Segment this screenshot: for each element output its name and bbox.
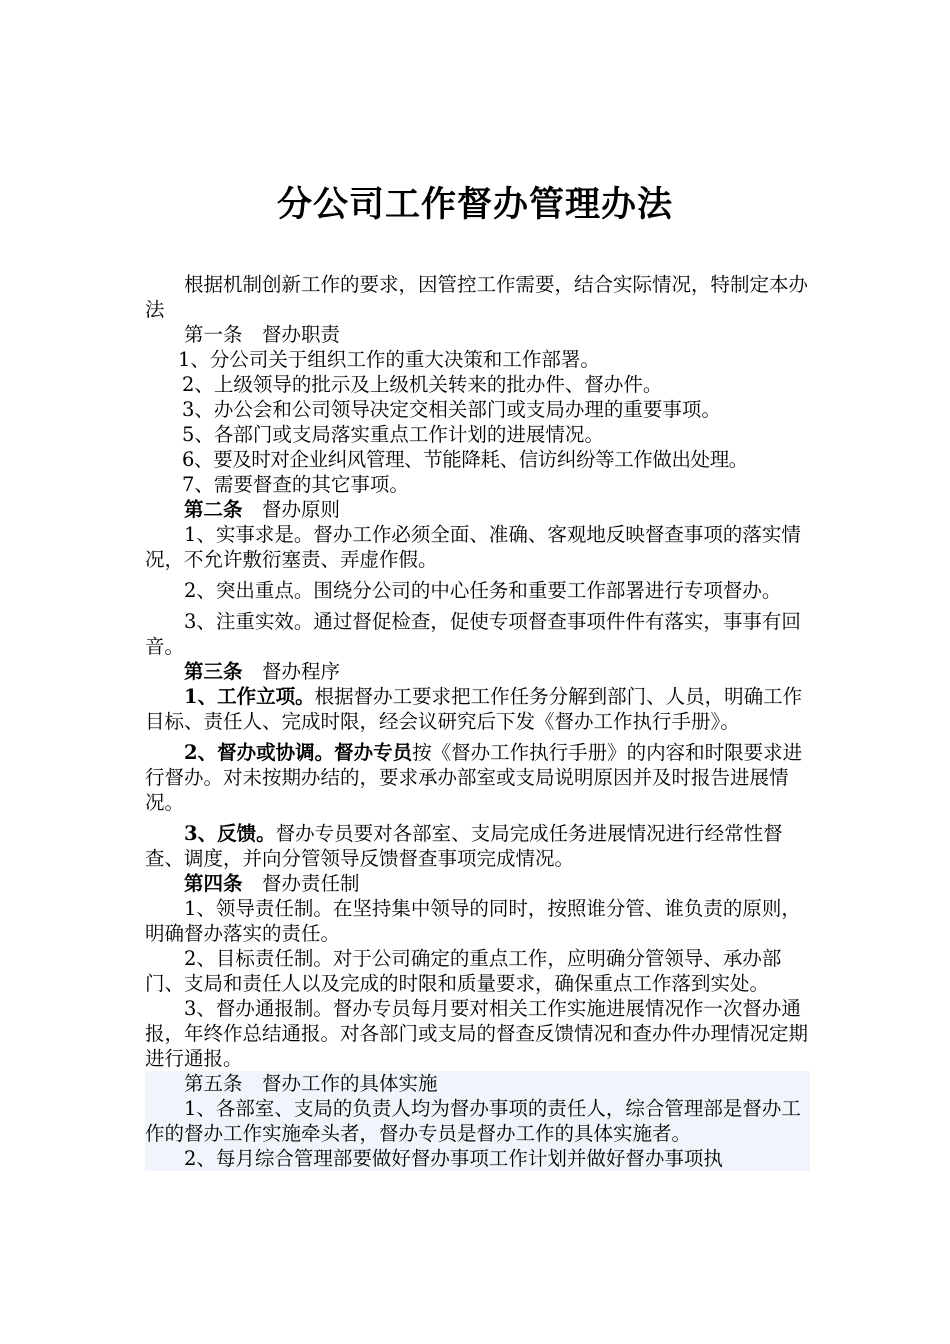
article-4-item: 2、目标责任制。对于公司确定的重点工作，应明确分管领导、承办部门、支局和责任人以及完成的时限和质量要求，确保重点工作落到实处。 bbox=[145, 947, 782, 995]
article-3-item-lead: 3、反馈。 bbox=[184, 822, 276, 845]
article-3-item-lead: 1、工作立项。 bbox=[184, 685, 315, 708]
article-5-heading: 第五条 督办工作的具体实施 bbox=[184, 1072, 438, 1095]
article-2-heading-number: 第二条 bbox=[184, 498, 243, 521]
article-2-heading bbox=[145, 497, 810, 522]
article-3-item-lead: 2、督办或协调。督办专员 bbox=[184, 741, 413, 764]
article-3-heading bbox=[145, 659, 810, 684]
article-1-item: 6、要及时对企业纠风管理、节能降耗、信访纠纷等工作做出处理。 bbox=[182, 448, 748, 471]
document-title: 分公司工作督办管理办法 bbox=[276, 185, 673, 225]
article-2-heading-title: 督办原则 bbox=[242, 498, 341, 521]
intro-paragraph: 根据机制创新工作的要求，因管控工作需要，结合实际情况，特制定本办法 bbox=[145, 273, 809, 321]
article-1-item: 5、各部门或支局落实重点工作计划的进展情况。 bbox=[182, 423, 604, 446]
article-3-item bbox=[145, 740, 810, 815]
article-3-item-text: 根据督办工要求把工作任务分解到部门、人员，明确工作目标、责任人、完成时限，经会议研究后下发《督办工作执行手册》。 bbox=[145, 685, 803, 733]
article-3-heading-title: 督办程序 bbox=[242, 660, 341, 683]
article-1-item: 7、需要督查的其它事项。 bbox=[182, 473, 409, 496]
article-3-item-text: 督办专员要对各部室、支局完成任务进展情况进行经常性督查、调度，并向分管领导反馈督查事项完成情况。 bbox=[145, 822, 783, 870]
document-body bbox=[145, 272, 810, 1171]
article-4-heading-number: 第四条 bbox=[184, 872, 243, 895]
article-4-heading bbox=[145, 871, 810, 896]
article-3-item-text: 按《督办工作执行手册》的内容和时限要求进行督办。对未按期办结的，要求承办部室或支局说明原因并及时报告进展情况。 bbox=[145, 741, 803, 814]
article-5-section bbox=[145, 1071, 810, 1171]
article-3-item bbox=[145, 821, 810, 871]
article-2-item: 3、注重实效。通过督促检查，促使专项督查事项件件有落实，事事有回音。 bbox=[145, 610, 801, 658]
article-4-heading-title: 督办责任制 bbox=[242, 872, 360, 895]
article-1-item: 2、上级领导的批示及上级机关转来的批办件、督办件。 bbox=[182, 373, 663, 396]
article-3-heading-number: 第三条 bbox=[184, 660, 243, 683]
article-4-item: 3、督办通报制。督办专员每月要对相关工作实施进展情况作一次督办通报，年终作总结通报。对各部门或支局的督查反馈情况和查办件办理情况定期进行通报。 bbox=[145, 997, 809, 1070]
article-3-item bbox=[145, 684, 810, 734]
article-1-heading: 第一条 督办职责 bbox=[184, 323, 341, 346]
article-2-item: 2、突出重点。围绕分公司的中心任务和重要工作部署进行专项督办。 bbox=[184, 579, 782, 602]
article-5-item: 1、各部室、支局的负责人均为督办事项的责任人，综合管理部是督办工作的督办工作实施牵头者，督办专员是督办工作的具体实施者。 bbox=[145, 1097, 801, 1145]
article-1-item: 1、分公司关于组织工作的重大决策和工作部署。 bbox=[178, 348, 600, 371]
article-2-item: 1、实事求是。督办工作必须全面、准确、客观地反映督查事项的落实情况，不允许敷衍塞责、弄虚作假。 bbox=[145, 523, 801, 571]
article-4-item: 1、领导责任制。在坚持集中领导的同时，按照谁分管、谁负责的原则，明确督办落实的责任。 bbox=[145, 897, 801, 945]
article-1-item: 3、办公会和公司领导决定交相关部门或支局办理的重要事项。 bbox=[182, 398, 721, 421]
article-5-item: 2、每月综合管理部要做好督办事项工作计划并做好督办事项执 bbox=[184, 1147, 723, 1170]
